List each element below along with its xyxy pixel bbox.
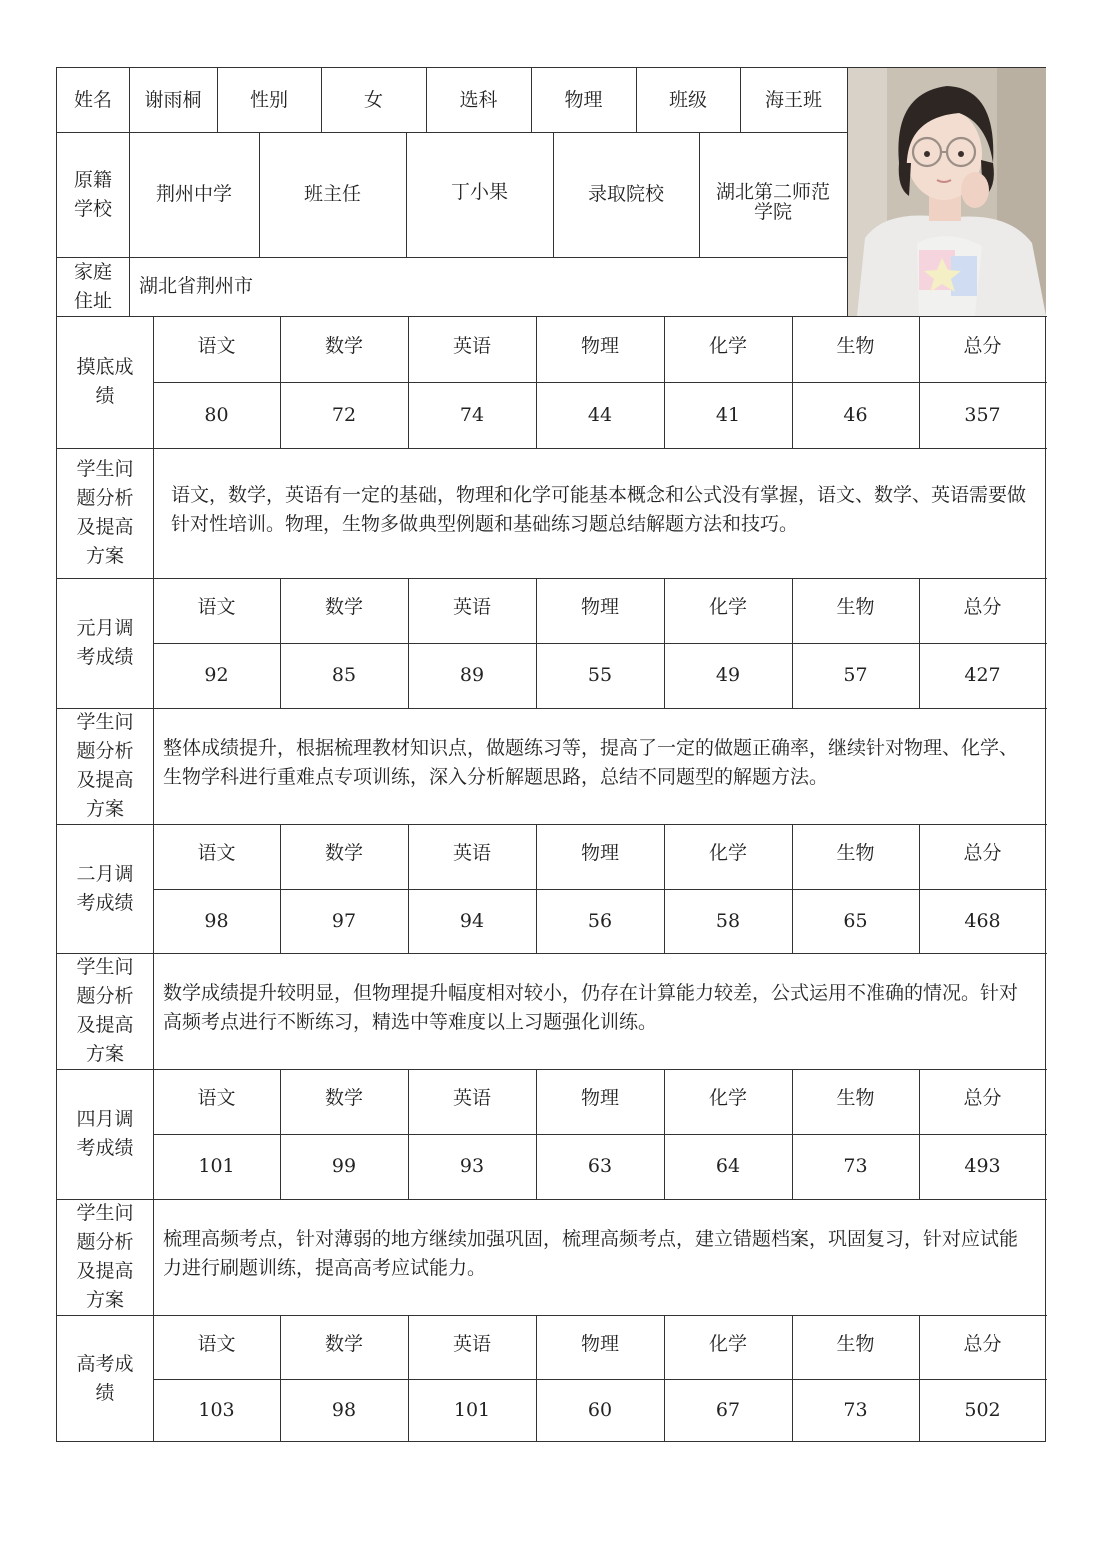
divider — [280, 1069, 281, 1199]
address-value: 湖北省荆州市 — [139, 275, 254, 297]
subject-header: 化学 — [708, 596, 747, 618]
analysis-text: 语文，数学，英语有一定的基础，物理和化学可能基本概念和公式没有掌握，语文、数学、英语需要做针对性培训。物理，生物多做典型例题和基础练习题总结解题方法和技巧。 — [171, 484, 1027, 535]
name-value: 谢雨桐 — [144, 88, 202, 111]
score-cell: 357 — [964, 403, 1001, 426]
divider — [408, 316, 409, 448]
divider — [280, 578, 281, 708]
divider — [919, 578, 920, 708]
analysis-text: 梳理高频考点，针对薄弱的地方继续加强巩固，梳理高频考点，建立错题档案，巩固复习，针对应试能力进行刷题训练，提高高考应试能力。 — [163, 1228, 1019, 1279]
score-cell: 94 — [459, 909, 485, 932]
divider — [792, 578, 793, 708]
subject-header: 数学 — [324, 842, 363, 864]
subject-header: 语文 — [197, 596, 236, 618]
teacher-label: 班主任 — [303, 183, 361, 205]
subject-header: 英语 — [452, 842, 491, 864]
subject-header: 总分 — [963, 842, 1002, 864]
teacher-value: 丁小果 — [450, 180, 508, 203]
gender-label: 性别 — [249, 88, 288, 111]
subject-header: 总分 — [963, 1087, 1002, 1109]
subject-header: 英语 — [452, 1332, 491, 1355]
subject-header: 生物 — [836, 1087, 875, 1109]
exam-label: 二月调 考成绩 — [76, 862, 134, 914]
divider — [919, 316, 920, 448]
score-cell: 97 — [331, 909, 357, 932]
college-label: 录取院校 — [587, 183, 664, 205]
subject-header: 语文 — [197, 334, 236, 357]
score-cell: 98 — [204, 909, 229, 932]
score-cell: 65 — [843, 909, 868, 932]
subject-header: 英语 — [452, 596, 491, 618]
exam-label: 四月调 考成绩 — [76, 1108, 134, 1159]
analysis-label: 学生问 题分析 及提高 方案 — [76, 1202, 134, 1311]
student-photo — [847, 68, 1046, 316]
score-cell: 101 — [198, 1155, 235, 1177]
name-label: 姓名 — [73, 88, 112, 111]
divider — [280, 824, 281, 953]
student-record-table — [56, 67, 1046, 1442]
subject-header: 化学 — [708, 1332, 747, 1355]
gender-value: 女 — [363, 88, 383, 111]
portrait-icon — [847, 68, 1046, 316]
class-label: 班级 — [668, 88, 707, 111]
subject-header: 生物 — [836, 596, 875, 618]
divider — [536, 578, 537, 708]
score-cell: 72 — [331, 403, 357, 426]
score-cell: 74 — [459, 403, 485, 426]
divider — [664, 316, 665, 448]
score-cell: 41 — [715, 403, 741, 426]
score-cell: 99 — [331, 1155, 357, 1177]
subject-label: 选科 — [459, 88, 498, 111]
score-cell: 103 — [198, 1399, 235, 1421]
exam-label: 摸底成 绩 — [76, 356, 134, 407]
subject-header: 数学 — [324, 1332, 363, 1355]
divider — [408, 1069, 409, 1199]
divider — [792, 1315, 793, 1442]
subject-header: 物理 — [580, 334, 619, 357]
score-cell: 493 — [964, 1155, 1001, 1177]
subject-header: 物理 — [580, 596, 619, 618]
score-cell: 73 — [843, 1399, 868, 1421]
subject-header: 化学 — [708, 334, 747, 357]
subject-header: 物理 — [580, 842, 619, 864]
divider — [664, 824, 665, 953]
subject-header: 数学 — [324, 334, 363, 357]
divider — [536, 1315, 537, 1442]
score-cell: 502 — [964, 1399, 1001, 1421]
score-cell: 427 — [964, 664, 1001, 686]
score-cell: 46 — [843, 403, 868, 426]
subject-header: 数学 — [324, 596, 363, 618]
analysis-label: 学生问 题分析 及提高 方案 — [76, 458, 134, 567]
score-cell: 56 — [587, 909, 613, 932]
score-cell: 44 — [587, 403, 613, 426]
score-cell: 67 — [715, 1399, 741, 1421]
divider — [280, 1315, 281, 1442]
analysis-text: 整体成绩提升，根据梳理教材知识点，做题练习等，提高了一定的做题正确率，继续针对物理、化学、生物学科进行重难点专项训练，深入分析解题思路，总结不同题型的解题方法。 — [163, 737, 1019, 788]
score-cell: 64 — [715, 1155, 741, 1177]
subject-header: 生物 — [836, 842, 875, 864]
divider — [536, 1069, 537, 1199]
score-cell: 73 — [843, 1155, 868, 1177]
divider — [664, 1315, 665, 1442]
score-cell: 60 — [587, 1399, 613, 1421]
score-cell: 93 — [459, 1155, 485, 1177]
divider — [536, 824, 537, 953]
subject-header: 语文 — [197, 1087, 236, 1109]
score-cell: 468 — [964, 909, 1001, 932]
divider — [536, 316, 537, 448]
school-label: 原籍 学校 — [73, 168, 112, 220]
divider — [664, 578, 665, 708]
subject-header: 物理 — [580, 1087, 619, 1109]
divider — [792, 1069, 793, 1199]
divider — [919, 824, 920, 953]
divider — [919, 1315, 920, 1442]
college-value: 湖北第二师范 学院 — [715, 181, 830, 223]
divider — [792, 824, 793, 953]
exam-label: 高考成 绩 — [76, 1352, 134, 1404]
class-value: 海王班 — [764, 88, 822, 111]
analysis-label: 学生问 题分析 及提高 方案 — [76, 956, 134, 1065]
address-label: 家庭 住址 — [73, 260, 112, 312]
score-cell: 55 — [587, 664, 613, 686]
divider — [280, 316, 281, 448]
score-cell: 63 — [587, 1155, 613, 1177]
score-cell: 57 — [843, 664, 868, 686]
subject-header: 总分 — [963, 1332, 1002, 1355]
subject-header: 语文 — [197, 1332, 236, 1355]
subject-header: 语文 — [197, 842, 236, 864]
score-cell: 80 — [204, 403, 229, 426]
subject-header: 物理 — [580, 1332, 619, 1355]
subject-header: 化学 — [708, 1087, 747, 1109]
subject-header: 英语 — [452, 1087, 491, 1109]
divider — [792, 316, 793, 448]
exam-label: 元月调 考成绩 — [76, 617, 134, 668]
analysis-text: 数学成绩提升较明显，但物理提升幅度相对较小，仍存在计算能力较差，公式运用不准确的情况。针对高频考点进行不断练习，精选中等难度以上习题强化训练。 — [163, 982, 1019, 1033]
divider — [919, 1069, 920, 1199]
divider — [664, 1069, 665, 1199]
analysis-label: 学生问 题分析 及提高 方案 — [76, 711, 134, 820]
score-cell: 98 — [331, 1399, 357, 1421]
subject-header: 总分 — [963, 334, 1002, 357]
score-cell: 58 — [715, 909, 741, 932]
subject-value: 物理 — [564, 88, 603, 111]
score-cell: 85 — [331, 664, 357, 686]
score-cell: 49 — [715, 664, 741, 686]
subject-header: 生物 — [836, 334, 875, 357]
subject-header: 数学 — [324, 1087, 363, 1109]
score-cell: 101 — [453, 1399, 491, 1421]
subject-header: 总分 — [963, 596, 1002, 618]
subject-header: 化学 — [708, 842, 747, 864]
school-value: 荆州中学 — [155, 183, 232, 205]
subject-header: 英语 — [452, 334, 491, 357]
divider — [408, 1315, 409, 1442]
score-cell: 89 — [459, 664, 485, 686]
subject-header: 生物 — [836, 1332, 875, 1355]
divider — [408, 578, 409, 708]
score-cell: 92 — [204, 664, 229, 686]
divider — [408, 824, 409, 953]
